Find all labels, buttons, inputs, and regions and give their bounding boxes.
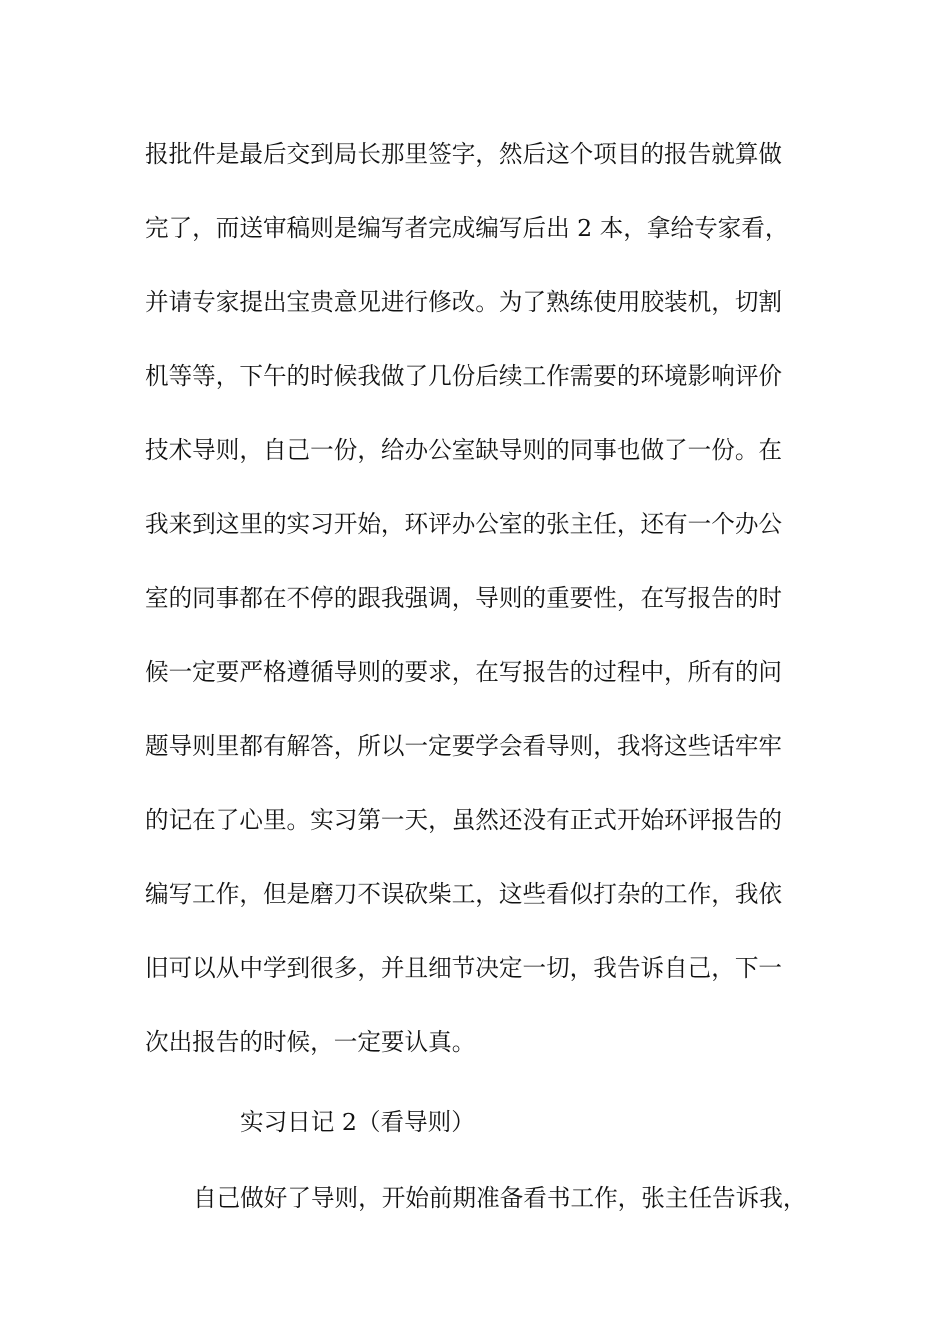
body-line: 技术导则，自己一份，给办公室缺导则的同事也做了一份。在 — [145, 436, 783, 464]
body-line: 题导则里都有解答，所以一定要学会看导则，我将这些话牢牢 — [145, 732, 783, 760]
body-line: 候一定要严格遵循导则的要求，在写报告的过程中，所有的问 — [145, 658, 783, 686]
paragraph-first-line: 自己做好了导则，开始前期准备看书工作，张主任告诉我， — [193, 1184, 807, 1212]
body-line: 编写工作，但是磨刀不误砍柴工，这些看似打杂的工作，我依 — [145, 880, 783, 908]
body-line: 我来到这里的实习开始，环评办公室的张主任，还有一个办公 — [145, 510, 783, 538]
body-line: 机等等，下午的时候我做了几份后续工作需要的环境影响评价 — [145, 362, 783, 390]
section-heading: 实习日记 2（看导则） — [240, 1108, 475, 1136]
body-line: 的记在了心里。实习第一天，虽然还没有正式开始环评报告的 — [145, 806, 783, 834]
body-line: 次出报告的时候，一定要认真。 — [145, 1028, 476, 1056]
body-line: 旧可以从中学到很多，并且细节决定一切，我告诉自己，下一 — [145, 954, 783, 982]
body-line: 报批件是最后交到局长那里签字，然后这个项目的报告就算做 — [145, 140, 783, 168]
body-line: 并请专家提出宝贵意见进行修改。为了熟练使用胶装机，切割 — [145, 288, 783, 316]
body-line: 完了，而送审稿则是编写者完成编写后出 2 本，拿给专家看， — [145, 214, 789, 242]
body-line: 室的同事都在不停的跟我强调，导则的重要性，在写报告的时 — [145, 584, 783, 612]
